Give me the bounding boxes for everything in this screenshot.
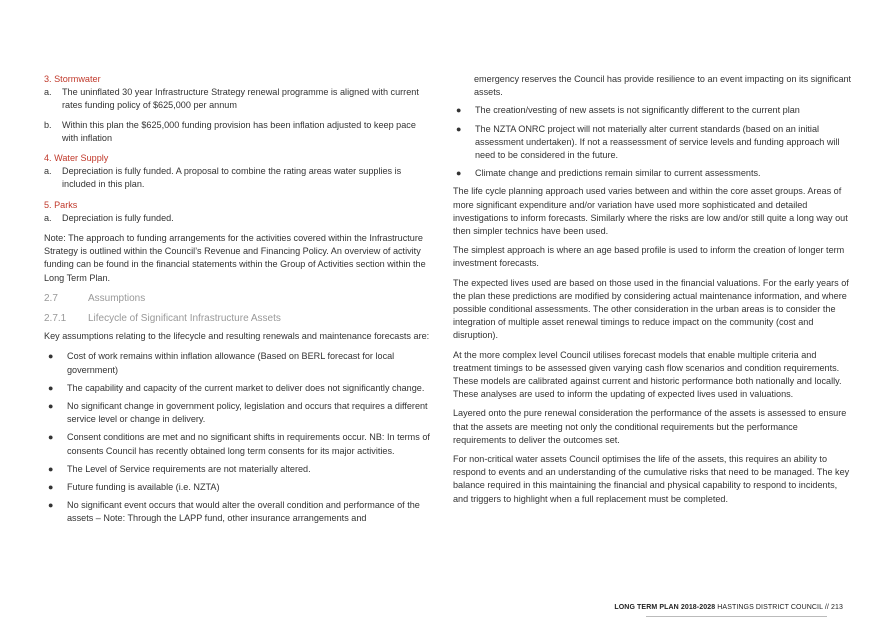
- right-column: [453, 73, 853, 506]
- page-number: 213: [831, 604, 843, 611]
- list-item: b. Within this plan the $625,000 funding provision has been inflation adjusted to keep pace with inflation: [44, 119, 416, 143]
- list-item: ● Cost of work remains within inflation allowance (Based on BERL forecast for local government): [48, 350, 430, 376]
- assumptions-intro: Key assumptions relating to the lifecycle and resulting renewals and maintenance forecasts are:: [44, 331, 430, 342]
- paragraph: At the more complex level Council utilises forecast models that enable multiple criteria and treatment timings to be assessed given varying cash flow scenarios and condition requirements. These models are calibrated against current and historic performance both nationally and locally. These analyses are used to inform the updating of expected lives used in valuations.: [453, 349, 842, 400]
- footer-divider: [646, 616, 827, 617]
- subsection-heading: 2.7.1 Lifecycle of Significant Infrastructure Assets: [44, 313, 281, 325]
- continuation-text: emergency reserves the Council has provide resilience to an event impacting on its significant assets.: [474, 74, 852, 98]
- bullet-icon: ●: [48, 382, 54, 393]
- list-item: ● The creation/vesting of new assets is not significantly different to the current plan: [456, 104, 853, 117]
- list-item: ● Climate change and predictions remain similar to current assessments.: [456, 167, 853, 180]
- list-item: a. Depreciation is fully funded. A proposal to combine the rating areas water supplies is included in this plan.: [44, 166, 402, 190]
- list-item: ● The capability and capacity of the current market to deliver does not significantly change.: [48, 382, 430, 395]
- bullet-icon: ●: [456, 123, 462, 134]
- list-item: ● No significant change in government policy, legislation and occurs that requires a different service level or change in delivery.: [48, 400, 430, 426]
- paragraph: The life cycle planning approach used varies between and within the core asset groups. Areas of more significant expenditure and/or variation have used more sophisticated and detailed investigations to inform forecasts. Similarly where the risks are low and/or still quite a long way out then simpler technics have been used.: [453, 186, 848, 237]
- list-item: a. The uninflated 30 year Infrastructure Strategy renewal programme is aligned with current rates funding policy of $625,000 per annum: [44, 87, 419, 111]
- list-item: ● The NZTA ONRC project will not materially alter current standards (based on an initial assessment undertaken). If not a reassessment of service levels and funding approach will need to be considered in the future.: [456, 123, 853, 163]
- stormwater-heading: 3. Stormwater: [44, 74, 101, 84]
- bullet-icon: ●: [48, 351, 54, 362]
- paragraph: Layered onto the pure renewal consideration the performance of the assets is assessed to ensure that the assets are meeting not only the conditional requirements but the performance requirements to deliver the outcomes set.: [453, 408, 847, 445]
- parks-heading: 5. Parks: [44, 199, 78, 210]
- plan-title: LONG TERM PLAN 2018-2028: [614, 604, 716, 611]
- page-footer: [614, 604, 843, 611]
- list-item: a. Depreciation is fully funded.: [44, 212, 174, 223]
- bullet-icon: ●: [48, 463, 54, 474]
- left-column: [44, 73, 430, 526]
- paragraph: The expected lives used are based on those used in the financial valuations. For the early years of the plan these predictions are modified by considering actual maintenance information, and where possible conditional assessments. The other consideration in the urban areas is to consider the integration of multiple asset renewal timings to reduce impact on the community (cost and disruption).: [453, 277, 849, 341]
- bullet-icon: ●: [48, 401, 54, 412]
- water-supply-heading: 4. Water Supply: [44, 153, 109, 164]
- list-item: ● No significant event occurs that would alter the overall condition and performance of the assets – Note: Through the LAPP fund, other insurance arrangements and: [48, 499, 430, 525]
- bullet-icon: ●: [48, 432, 54, 443]
- organisation-name: HASTINGS DISTRICT COUNCIL //: [717, 604, 829, 611]
- bullet-icon: ●: [48, 482, 54, 493]
- bullet-icon: ●: [48, 500, 54, 511]
- list-item: ● Consent conditions are met and no significant shifts in requirements occur. NB: In terms of consents Council has recently obtained long term consents for its major activities.: [48, 431, 430, 457]
- paragraph: The simplest approach is where an age based profile is used to inform the creation of longer term investment forecasts.: [453, 245, 845, 269]
- section-heading: 2.7 Assumptions: [44, 292, 146, 304]
- funding-note: Note: The approach to funding arrangements for the activities covered within the Infrastructure Strategy is outlined within the Council’s Revenue and Financing Policy. An overview of activity funding can be found in the financial statements within the Group of Activities section within the Long Term Plan.: [44, 233, 426, 283]
- list-item: ● Future funding is available (i.e. NZTA): [48, 481, 430, 494]
- bullet-icon: ●: [456, 105, 462, 116]
- paragraph: For non-critical water assets Council optimises the life of the assets, this requires an ability to respond to events and an understanding of the cumulative risks that need to be managed. The key balance required in this maintaining the financial and physical capability to respond to incidents, and triggers to highlight when a full replacement must be completed.: [453, 454, 850, 504]
- bullet-icon: ●: [456, 168, 462, 179]
- list-item: ● The Level of Service requirements are not materially altered.: [48, 463, 430, 476]
